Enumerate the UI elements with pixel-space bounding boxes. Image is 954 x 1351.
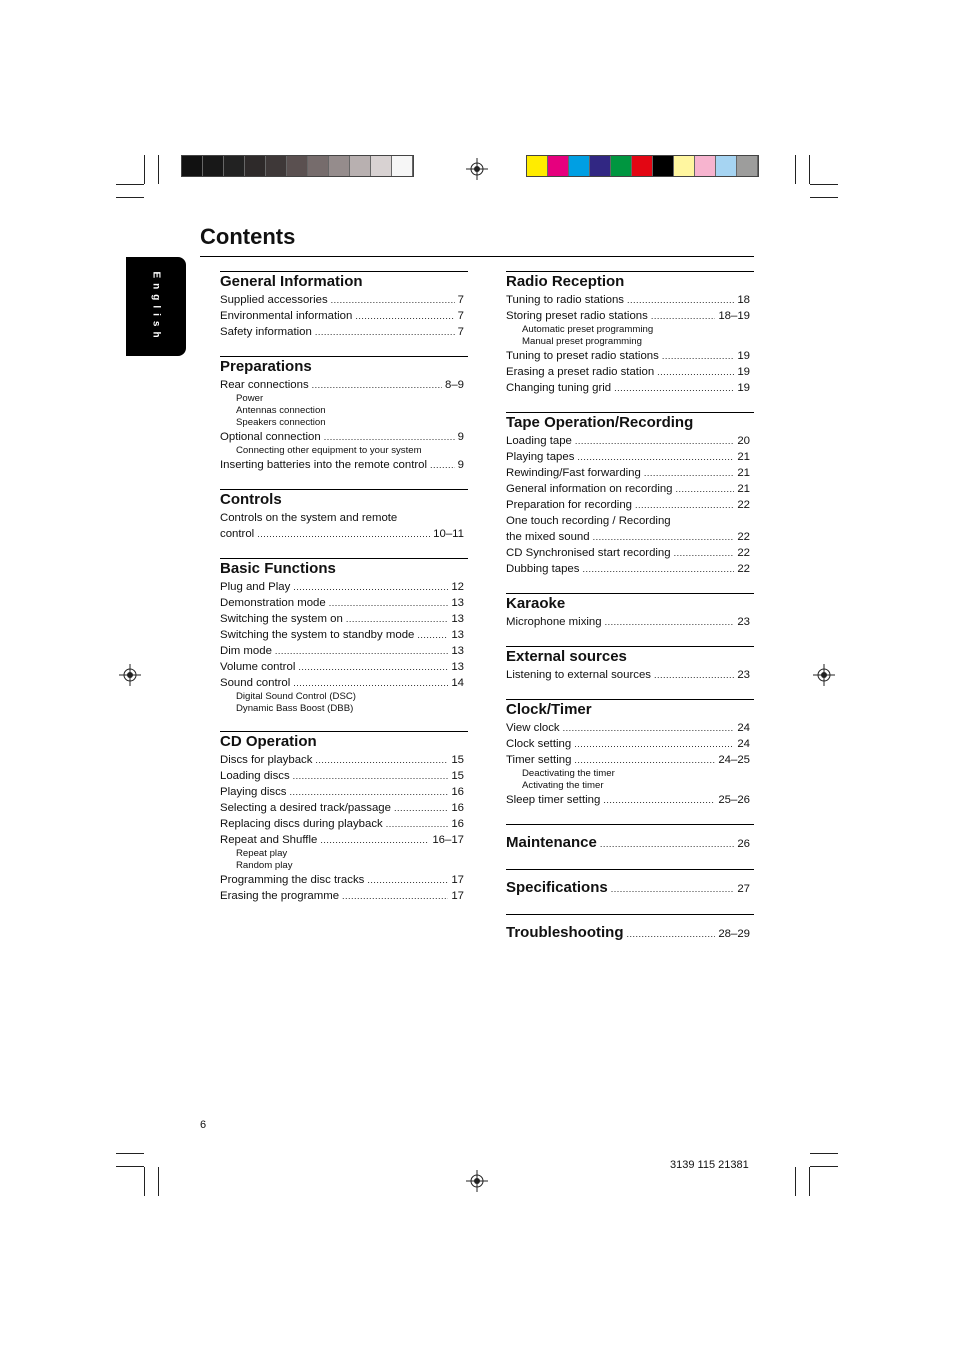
crop-mark xyxy=(795,155,796,184)
section-heading: Maintenance xyxy=(506,834,597,851)
page-ref: 15 xyxy=(451,754,464,766)
leader-dots xyxy=(603,792,715,808)
leader-dots xyxy=(367,872,448,888)
leader-dots xyxy=(627,928,716,940)
crop-mark xyxy=(810,197,838,198)
entry-label: Dim mode xyxy=(220,645,272,657)
page-ref: 8–9 xyxy=(444,379,464,391)
entry-label: Erasing a preset radio station xyxy=(506,366,655,378)
page-ref: 26 xyxy=(737,838,750,850)
color-swatch xyxy=(245,156,266,176)
entry-label: Erasing the programme xyxy=(220,890,340,902)
toc-entry xyxy=(220,784,468,800)
page-ref: 23 xyxy=(737,669,750,681)
crop-mark xyxy=(795,1167,796,1196)
entry-label: Dubbing tapes xyxy=(506,563,580,575)
toc-section-entry xyxy=(506,878,754,898)
toc-entry xyxy=(506,449,754,465)
leader-dots xyxy=(315,324,455,340)
page-ref: 28–29 xyxy=(718,928,750,940)
toc-entry xyxy=(506,792,754,808)
page-ref: 13 xyxy=(451,629,464,641)
leader-dots xyxy=(635,497,734,513)
toc-entry xyxy=(220,324,468,340)
section-heading: Controls xyxy=(220,491,282,508)
toc-entry: One touch recording / Recording xyxy=(506,515,671,527)
page-ref: 22 xyxy=(737,563,750,575)
toc-entry xyxy=(220,579,468,595)
entry-label: Supplied accessories xyxy=(220,294,328,306)
color-swatch xyxy=(590,156,611,176)
leader-dots xyxy=(430,457,455,473)
toc-section xyxy=(506,646,754,683)
color-swatch xyxy=(203,156,224,176)
leader-dots xyxy=(627,292,734,308)
entry-label: CD Synchronised start recording xyxy=(506,547,671,559)
crop-mark xyxy=(116,197,144,198)
entry-label: Selecting a desired track/passage xyxy=(220,802,391,814)
color-swatch xyxy=(611,156,632,176)
leader-dots xyxy=(605,614,735,630)
page-ref: 16 xyxy=(451,802,464,814)
toc-entry xyxy=(506,614,754,630)
entry-label: Safety information xyxy=(220,326,312,338)
color-swatch xyxy=(737,156,758,176)
toc-subentry: Deactivating the timer xyxy=(522,768,615,779)
entry-label: Sound control xyxy=(220,677,291,689)
entry-label: Changing tuning grid xyxy=(506,382,612,394)
toc-entry xyxy=(506,497,754,513)
section-heading: Radio Reception xyxy=(506,273,625,290)
entry-label: control xyxy=(220,528,255,540)
toc-entry xyxy=(220,888,468,904)
section-heading: Tape Operation/Recording xyxy=(506,414,694,431)
entry-label: Preparation for recording xyxy=(506,499,632,511)
entry-label: Demonstration mode xyxy=(220,597,326,609)
page-ref: 9 xyxy=(457,459,464,471)
leader-dots xyxy=(355,308,454,324)
crop-mark xyxy=(810,184,838,185)
entry-label: Volume control xyxy=(220,661,296,673)
leader-dots xyxy=(676,481,735,497)
toc-entry xyxy=(506,752,754,768)
toc-entry xyxy=(506,481,754,497)
crop-mark xyxy=(116,1153,144,1154)
entry-label: Microphone mixing xyxy=(506,616,602,628)
leader-dots xyxy=(574,752,715,768)
section-heading: CD Operation xyxy=(220,733,317,750)
language-tab-label: English xyxy=(150,271,162,343)
toc-entry xyxy=(220,768,468,784)
toc-subentry: Power xyxy=(236,393,264,404)
color-swatch xyxy=(308,156,329,176)
page-ref: 22 xyxy=(737,531,750,543)
page-ref: 9 xyxy=(457,431,464,443)
page-ref: 21 xyxy=(737,451,750,463)
page-ref: 24 xyxy=(737,722,750,734)
entry-label: Switching the system to standby mode xyxy=(220,629,415,641)
toc-entry xyxy=(506,292,754,308)
color-swatch xyxy=(287,156,308,176)
toc-section xyxy=(220,356,468,473)
toc-entry xyxy=(506,348,754,364)
toc-section xyxy=(506,593,754,630)
leader-dots xyxy=(644,465,734,481)
toc-entry xyxy=(220,816,468,832)
leader-dots xyxy=(298,659,448,675)
toc-entry xyxy=(220,627,468,643)
leader-dots xyxy=(324,429,455,445)
toc-entry xyxy=(220,292,468,308)
page-ref: 7 xyxy=(457,310,464,322)
page-title: Contents xyxy=(200,224,296,249)
entry-label: Timer setting xyxy=(506,754,572,766)
page-ref: 22 xyxy=(737,499,750,511)
toc-subentry: Speakers connection xyxy=(236,417,326,428)
entry-label: View clock xyxy=(506,722,560,734)
toc-section xyxy=(220,731,468,904)
leader-dots xyxy=(315,752,448,768)
entry-label: Loading discs xyxy=(220,770,290,782)
page-ref: 19 xyxy=(737,382,750,394)
registration-target-icon xyxy=(119,664,141,686)
color-swatch xyxy=(350,156,371,176)
leader-dots xyxy=(575,433,734,449)
color-swatch xyxy=(695,156,716,176)
toc-section-entry xyxy=(506,833,754,853)
leader-dots xyxy=(417,627,448,643)
page-ref: 20 xyxy=(737,435,750,447)
toc-section xyxy=(220,489,468,542)
color-swatch xyxy=(266,156,287,176)
toc-section xyxy=(506,271,754,396)
toc-section-entry xyxy=(506,923,754,943)
toc-subentry: Repeat play xyxy=(236,848,288,859)
leader-dots xyxy=(275,643,448,659)
toc-entry xyxy=(506,667,754,683)
toc-subentry: Dynamic Bass Boost (DBB) xyxy=(236,703,354,714)
page-ref: 13 xyxy=(451,613,464,625)
toc-entry xyxy=(220,872,468,888)
toc-subentry: Activating the timer xyxy=(522,780,604,791)
page-ref: 25–26 xyxy=(718,794,750,806)
toc-entry xyxy=(220,429,468,445)
toc-subentry: Antennas connection xyxy=(236,405,326,416)
page-ref: 14 xyxy=(451,677,464,689)
color-swatch xyxy=(371,156,392,176)
color-swatch xyxy=(392,156,413,176)
page-ref: 22 xyxy=(737,547,750,559)
section-heading: Clock/Timer xyxy=(506,701,592,718)
page-ref: 23 xyxy=(737,616,750,628)
page-ref: 17 xyxy=(451,874,464,886)
crop-mark xyxy=(144,1167,145,1196)
entry-label: Programming the disc tracks xyxy=(220,874,365,886)
toc-section xyxy=(506,824,754,853)
page-ref: 18–19 xyxy=(718,310,750,322)
section-heading: Karaoke xyxy=(506,595,566,612)
toc-subentry: Automatic preset programming xyxy=(522,324,654,335)
entry-label: Environmental information xyxy=(220,310,353,322)
entry-label: Tuning to preset radio stations xyxy=(506,350,659,362)
toc-entry xyxy=(220,659,468,675)
page-ref: 13 xyxy=(451,597,464,609)
leader-dots xyxy=(293,675,448,691)
document-code: 3139 115 21381 xyxy=(670,1159,749,1171)
entry-label: Tuning to radio stations xyxy=(506,294,624,306)
leader-dots xyxy=(329,595,449,611)
page-ref: 17 xyxy=(451,890,464,902)
color-swatch xyxy=(569,156,590,176)
registration-target-icon xyxy=(813,664,835,686)
color-swatch xyxy=(674,156,695,176)
leader-dots xyxy=(293,768,449,784)
leader-dots xyxy=(386,816,449,832)
language-tab xyxy=(126,257,186,356)
leader-dots xyxy=(394,800,448,816)
page-ref: 24–25 xyxy=(718,754,750,766)
toc-entry xyxy=(220,611,468,627)
entry-label: Listening to external sources xyxy=(506,669,651,681)
page-ref: 21 xyxy=(737,467,750,479)
leader-dots xyxy=(662,348,735,364)
page-ref: 21 xyxy=(737,483,750,495)
toc-entry xyxy=(506,465,754,481)
entry-label: Replacing discs during playback xyxy=(220,818,383,830)
page-ref: 12 xyxy=(451,581,464,593)
toc-subentry: Digital Sound Control (DSC) xyxy=(236,691,356,702)
leader-dots xyxy=(582,561,734,577)
toc-section xyxy=(220,558,468,715)
section-heading: Preparations xyxy=(220,358,312,375)
color-swatch xyxy=(527,156,548,176)
leader-dots xyxy=(331,292,455,308)
leader-dots xyxy=(342,888,448,904)
page-ref: 7 xyxy=(457,294,464,306)
crop-mark xyxy=(810,1153,838,1154)
color-swatch xyxy=(182,156,203,176)
page-ref: 16 xyxy=(451,786,464,798)
leader-dots xyxy=(346,611,449,627)
page-number: 6 xyxy=(200,1119,207,1131)
toc-entry xyxy=(506,433,754,449)
leader-dots xyxy=(593,529,735,545)
entry-label: Rear connections xyxy=(220,379,309,391)
toc-section xyxy=(506,869,754,898)
crop-mark xyxy=(809,155,810,184)
leader-dots xyxy=(289,784,448,800)
toc-entry xyxy=(220,457,468,473)
section-heading: Basic Functions xyxy=(220,560,336,577)
page-ref: 27 xyxy=(737,883,750,895)
entry-label: Switching the system on xyxy=(220,613,343,625)
section-heading: Troubleshooting xyxy=(506,924,624,941)
page-ref: 19 xyxy=(737,350,750,362)
toc-entry xyxy=(506,364,754,380)
leader-dots xyxy=(574,736,734,752)
registration-target-icon xyxy=(466,1170,488,1192)
crop-mark xyxy=(144,155,145,184)
registration-target-icon xyxy=(466,158,488,180)
toc-entry xyxy=(506,736,754,752)
entry-label: Loading tape xyxy=(506,435,572,447)
page-ref: 24 xyxy=(737,738,750,750)
entry-label: Playing tapes xyxy=(506,451,575,463)
section-heading: External sources xyxy=(506,648,627,665)
color-swatch xyxy=(329,156,350,176)
leader-dots xyxy=(674,545,735,561)
toc-subentry: Manual preset programming xyxy=(522,336,642,347)
leader-dots xyxy=(312,377,442,393)
toc-entry xyxy=(220,377,468,393)
toc-section xyxy=(220,271,468,340)
crop-mark xyxy=(116,184,144,185)
leader-dots xyxy=(257,526,430,542)
page-ref: 16–17 xyxy=(432,834,464,846)
leader-dots xyxy=(293,579,448,595)
entry-label: Optional connection xyxy=(220,431,321,443)
crop-mark xyxy=(116,1166,144,1167)
title-divider xyxy=(200,256,754,257)
toc-entry xyxy=(506,561,754,577)
crop-mark xyxy=(158,155,159,184)
color-swatch xyxy=(224,156,245,176)
toc-subentry: Connecting other equipment to your system xyxy=(236,445,422,456)
color-swatch xyxy=(716,156,737,176)
toc-right-column xyxy=(506,271,754,943)
toc-entry xyxy=(220,752,468,768)
toc-section xyxy=(506,412,754,577)
leader-dots xyxy=(600,838,734,850)
page-ref: 7 xyxy=(457,326,464,338)
page-ref: 13 xyxy=(451,645,464,657)
toc-entry xyxy=(506,720,754,736)
leader-dots xyxy=(657,364,734,380)
leader-dots xyxy=(611,883,735,895)
toc-entry xyxy=(220,643,468,659)
toc-entry xyxy=(220,308,468,324)
entry-label: Rewinding/Fast forwarding xyxy=(506,467,641,479)
toc-subentry: Random play xyxy=(236,860,293,871)
leader-dots xyxy=(654,667,734,683)
entry-label: Clock setting xyxy=(506,738,572,750)
toc-section xyxy=(506,699,754,808)
page-ref: 15 xyxy=(451,770,464,782)
leader-dots xyxy=(577,449,734,465)
leader-dots xyxy=(614,380,734,396)
page-ref: 10–11 xyxy=(433,528,464,540)
entry-label: the mixed sound xyxy=(506,531,590,543)
toc-left-column xyxy=(220,271,468,904)
leader-dots xyxy=(563,720,735,736)
color-swatch xyxy=(632,156,653,176)
toc-entry xyxy=(220,595,468,611)
toc-entry xyxy=(506,529,754,545)
toc-section xyxy=(506,914,754,943)
entry-label: Plug and Play xyxy=(220,581,291,593)
toc-entry xyxy=(220,526,468,542)
section-heading: Specifications xyxy=(506,879,608,896)
toc-entry xyxy=(506,380,754,396)
section-heading: General Information xyxy=(220,273,363,290)
leader-dots xyxy=(320,832,429,848)
entry-label: Storing preset radio stations xyxy=(506,310,648,322)
page-ref: 13 xyxy=(451,661,464,673)
page-ref: 18 xyxy=(737,294,750,306)
entry-label: Discs for playback xyxy=(220,754,313,766)
crop-mark xyxy=(809,1167,810,1196)
crop-mark xyxy=(158,1167,159,1196)
page-ref: 16 xyxy=(451,818,464,830)
entry-label: Sleep timer setting xyxy=(506,794,601,806)
leader-dots xyxy=(651,308,715,324)
entry-label: Playing discs xyxy=(220,786,287,798)
toc-entry xyxy=(220,675,468,691)
toc-entry: Controls on the system and remote xyxy=(220,512,398,524)
entry-label: General information on recording xyxy=(506,483,673,495)
grayscale-swatch-bar xyxy=(181,155,414,177)
color-swatch xyxy=(653,156,674,176)
color-swatch-bar xyxy=(526,155,759,177)
toc-entry xyxy=(506,545,754,561)
color-swatch xyxy=(548,156,569,176)
entry-label: Inserting batteries into the remote control xyxy=(220,459,428,471)
toc-entry xyxy=(220,832,468,848)
toc-entry xyxy=(220,800,468,816)
page-ref: 19 xyxy=(737,366,750,378)
crop-mark xyxy=(810,1166,838,1167)
entry-label: Repeat and Shuffle xyxy=(220,834,318,846)
toc-entry xyxy=(506,308,754,324)
